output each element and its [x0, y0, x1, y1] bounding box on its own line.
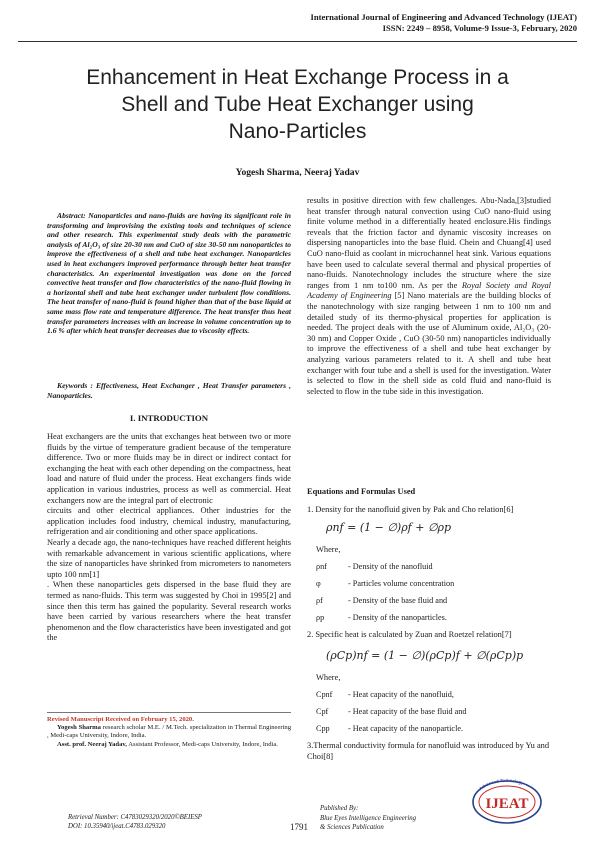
ijeat-logo-icon — [466, 778, 548, 826]
publisher-line-2: & Sciences Publication — [320, 824, 384, 831]
keywords — [47, 381, 291, 400]
body-paragraph: results in positive direction with few challenges. Abu-Nada,[3]studied heat transfer through natural convection using CuO nano-fluid using finite volume method in a differentially heated enclosure.His findings reveals that the friction factor and dynamic viscosity increases on dispersing nanoparticles into the base fluid. Chein and Chuang[4] used CuO nano-fluid as coolant in microchannel heat sink. Various equations have been used to calculate several thermal and physical properties of nano-fluids. Nanotechnology includes the structure where the size ranges from 1 nm to100 nm. As per the Royal Society and Royal Academy of Engineering [5] Nano materials are the building blocks of the nanotechnology with size ranging between 1 nm to 100 nm and detailed study of its thermo-physical properties for application is needed. The project deals with the use of Aluminum oxide, Al₂O₃ (20-30 nm) and Copper Oxide , CuO (30-50 nm) nanoparticles individually to improve the effectiveness of a shell and tube heat exchanger by analyzing various parameters related to it. A shell and tube heat exchanger with four tube and a shell is used for the investigation. Water is selected to flow in the shell side as cold fluid and nano-fluid is selected to flow in the tube side in this investigation. — [307, 196, 552, 396]
journal-issn: ISSN: 2249 – 8958, Volume-9 Issue-3, February, 2020 — [382, 23, 577, 33]
header-rule — [18, 41, 577, 42]
where-label: Where, — [316, 673, 341, 682]
retrieval-number: Retrieval Number: C4783029320/2020©BEIESP — [68, 814, 202, 821]
doi: DOI: 10.35940/ijeat.C4783.029320 — [68, 823, 166, 830]
equation-item-3: 3.Thermal conductivity formula for nanofluid was introduced by Yu and Choi[8] — [307, 741, 550, 761]
abstract-label: Abstract: — [57, 211, 86, 220]
logo-ring-text: Advanced Technology — [478, 778, 525, 792]
svg-text:Advanced Technology — [478, 778, 525, 791]
intro-paragraph: . When these nanoparticles gets dispersed in the base fluid they are termed as nano-fluids. This term was suggested by Choi in 1995[2] and since then this term has gained the popularity. Several research works have been carried by various researchers where the heat transfer phenomenon and the flow characteristics have been investigated and got the — [47, 580, 291, 643]
keywords-label: Keywords : — [57, 381, 93, 390]
paper-authors: Yogesh Sharma, Neeraj Yadav — [235, 167, 360, 178]
right-column-text — [307, 196, 551, 397]
publisher-line-1: Blue Eyes Intelligence Engineering — [320, 815, 417, 822]
paper-title — [30, 64, 565, 145]
ijeat-logo — [466, 778, 548, 826]
royal-society-reference: Royal Society and Royal Academy of Engineering — [307, 280, 552, 301]
definition-row: Cpnf - Heat capacity of the nanofluid, — [316, 690, 454, 699]
received-date: Revised Manuscript Received on February 15, 2020. — [47, 716, 194, 723]
abstract-text: Nanoparticles and nano-fluids are having its significant role in transforming and improvising the existing tools and techniques of science and other research. This experimental study deals with the parametric analysis of Al₂O₃ of size 20-30 nm and CuO of size 30-50 nm nanoparticles to improve the effectiveness of a shell and tube heat exchanger. Nanoparticles used in heat exchangers improved performance through better heat transfer characteristics. An experimental investigation was done on the forced convective heat transfer and flow characteristics of the nano-fluid flowing in a horizontal shell and tube heat exchanger under turbulent flow conditions. The heat transfer of nano-fluid is found higher than that of the base liquid at same mass flow rate and temperature difference. The heat transfer thus heat transfer parameters increases with an increase in volume concentration up to 1.6 % after which heat transfer decreases due to viscosity effects. — [47, 211, 291, 336]
equation-specific-heat: (ρCp)nf = (1 − ∅)(ρCp)f + ∅(ρCp)p — [326, 649, 524, 662]
author-note-1: Yogesh Sharma research scholar M.E. / M.Tech. specialization in Thermal Engineering , Medi-caps University, Indore, India. — [47, 724, 292, 740]
introduction-body — [47, 432, 291, 644]
published-by-label: Published By: — [320, 805, 359, 812]
author-footnote — [47, 716, 291, 749]
definition-row: ρnf - Density of the nanofluid — [316, 562, 433, 571]
definition-row: ρp - Density of the nanoparticles. — [316, 613, 447, 622]
keywords-text: Effectiveness, Heat Exchanger , Heat Transfer parameters , Nanoparticles. — [47, 381, 291, 400]
title-line-2: Shell and Tube Heat Exchanger using — [121, 93, 474, 116]
where-label: Where, — [316, 545, 341, 554]
title-line-1: Enhancement in Heat Exchange Process in a — [86, 66, 509, 89]
equation-item-1: 1. Density for the nanofluid given by Pak and Cho relation[6] — [307, 505, 514, 514]
definition-row: Cpf - Heat capacity of the base fluid and — [316, 707, 467, 716]
definition-row: Cpp - Heat capacity of the nanoparticle. — [316, 724, 464, 733]
section-heading-introduction: I. INTRODUCTION — [129, 413, 209, 423]
intro-paragraph: circuits and other electrical appliances. Other industries for the application includes food industry, chemical industry, manufacturing, refrigeration and air conditioning and other space applications. — [47, 506, 291, 537]
page-number: 1791 — [290, 822, 308, 832]
author-note-2: Asst. prof. Neeraj Yadav, Assistant Professor, Medi-caps University, Indore, India. — [57, 740, 278, 748]
abstract — [47, 211, 291, 336]
journal-name: International Journal of Engineering and Advanced Technology (IJEAT) — [310, 12, 577, 22]
equation-density: ρnf = (1 − ∅)ρf + ∅ρp — [326, 521, 452, 534]
logo-text: IJEAT — [485, 796, 529, 812]
equations-heading: Equations and Formulas Used — [307, 487, 416, 496]
footnote-rule — [47, 712, 291, 713]
definition-row: φ - Particles volume concentration — [316, 579, 455, 588]
intro-paragraph: Heat exchangers are the units that exchanges heat between two or more fluids by the virtue of temperature gradient because of the temperature difference. Two or more fluids may be in direct or indirect contact for exchanging the heat with each other depending on the compactness, heat load and nature of fluid under the process. Heat exchangers finds wide application in various industries, process as well as commercial. Heat exchangers now are the integral part of electronic — [47, 432, 291, 505]
definition-row: ρf - Density of the base fluid and — [316, 596, 448, 605]
equation-item-2: 2. Specific heat is calculated by Zuan and Roetzel relation[7] — [307, 630, 512, 639]
intro-paragraph: Nearly a decade ago, the nano-techniques have reached different heights with remarkable advancement in various scientific applications, where the size of nanoparticles have shrinked from micrometers to nanometers upto 100 nm[1] — [47, 537, 291, 579]
title-line-3: Nano-Particles — [228, 120, 367, 143]
